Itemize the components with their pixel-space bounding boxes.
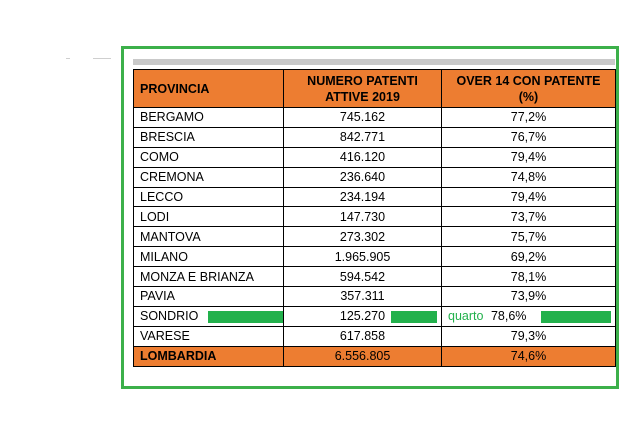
stray-line-left [66, 58, 70, 59]
provinces-table [133, 69, 616, 367]
cell-over14: 77,2% [442, 108, 616, 128]
header-patenti-line2: ATTIVE 2019 [325, 89, 400, 104]
header-over14-line2: (%) [518, 89, 539, 104]
cell-patenti: 842.771 [284, 127, 442, 147]
table-row [134, 127, 616, 147]
stray-line-right [93, 58, 111, 59]
cell-provincia: CREMONA [134, 167, 284, 187]
cell-patenti: 594.542 [284, 267, 442, 287]
table-row [134, 227, 616, 247]
cell-over14: 76,7% [442, 127, 616, 147]
cell-provincia-text: SONDRIO [140, 309, 199, 324]
cell-over14: 79,4% [442, 147, 616, 167]
table-row [134, 287, 616, 307]
header-patenti [284, 70, 442, 108]
cell-patenti [284, 306, 442, 326]
header-over14 [442, 70, 616, 108]
table-row [134, 108, 616, 128]
cell-provincia: VARESE [134, 326, 284, 346]
cell-over14: 75,7% [442, 227, 616, 247]
cell-provincia: COMO [134, 147, 284, 167]
cell-over14: 79,4% [442, 187, 616, 207]
cell-over14: 74,8% [442, 167, 616, 187]
cell-provincia: LODI [134, 207, 284, 227]
cell-patenti: 416.120 [284, 147, 442, 167]
table-row [134, 147, 616, 167]
cell-over14: 69,2% [442, 247, 616, 267]
table-row [134, 326, 616, 346]
cell-patenti: 147.730 [284, 207, 442, 227]
header-over14-line1: OVER 14 CON PATENTE [456, 73, 601, 88]
highlight-mark [541, 311, 611, 323]
cell-provincia: MONZA E BRIANZA [134, 267, 284, 287]
table-row [134, 207, 616, 227]
cell-provincia: MILANO [134, 247, 284, 267]
cell-provincia: BERGAMO [134, 108, 284, 128]
cell-patenti: 1.965.905 [284, 247, 442, 267]
highlight-mark [391, 311, 437, 323]
cell-patenti: 273.302 [284, 227, 442, 247]
cell-patenti: 236.640 [284, 167, 442, 187]
table-row [134, 267, 616, 287]
header-patenti-line1: NUMERO PATENTI [307, 73, 418, 88]
cell-patenti-total: 6.556.805 [284, 346, 442, 366]
cell-patenti: 617.858 [284, 326, 442, 346]
cell-provincia [134, 306, 284, 326]
cell-over14 [442, 306, 616, 326]
cell-provincia-total: LOMBARDIA [134, 346, 284, 366]
cell-provincia: BRESCIA [134, 127, 284, 147]
cell-over14: 79,3% [442, 326, 616, 346]
table-total-row [134, 346, 616, 366]
cell-provincia: PAVIA [134, 287, 284, 307]
cell-over14: 73,9% [442, 287, 616, 307]
table-header-row [134, 70, 616, 108]
cell-over14-text: 78,6% [490, 309, 527, 324]
cell-patenti: 357.311 [284, 287, 442, 307]
cell-over14: 73,7% [442, 207, 616, 227]
cell-patenti-text: 125.270 [339, 309, 386, 324]
table-row [134, 247, 616, 267]
cell-provincia: LECCO [134, 187, 284, 207]
cell-over14: 78,1% [442, 267, 616, 287]
header-provincia: PROVINCIA [134, 70, 284, 108]
cell-provincia: MANTOVA [134, 227, 284, 247]
cell-over14-total: 74,6% [442, 346, 616, 366]
table-row [134, 167, 616, 187]
cell-patenti: 234.194 [284, 187, 442, 207]
highlight-mark [208, 311, 284, 323]
rank-note: quarto [448, 309, 484, 324]
cell-patenti: 745.162 [284, 108, 442, 128]
table-row-sondrio [134, 306, 616, 326]
table-row [134, 187, 616, 207]
table-top-bar [133, 59, 615, 65]
